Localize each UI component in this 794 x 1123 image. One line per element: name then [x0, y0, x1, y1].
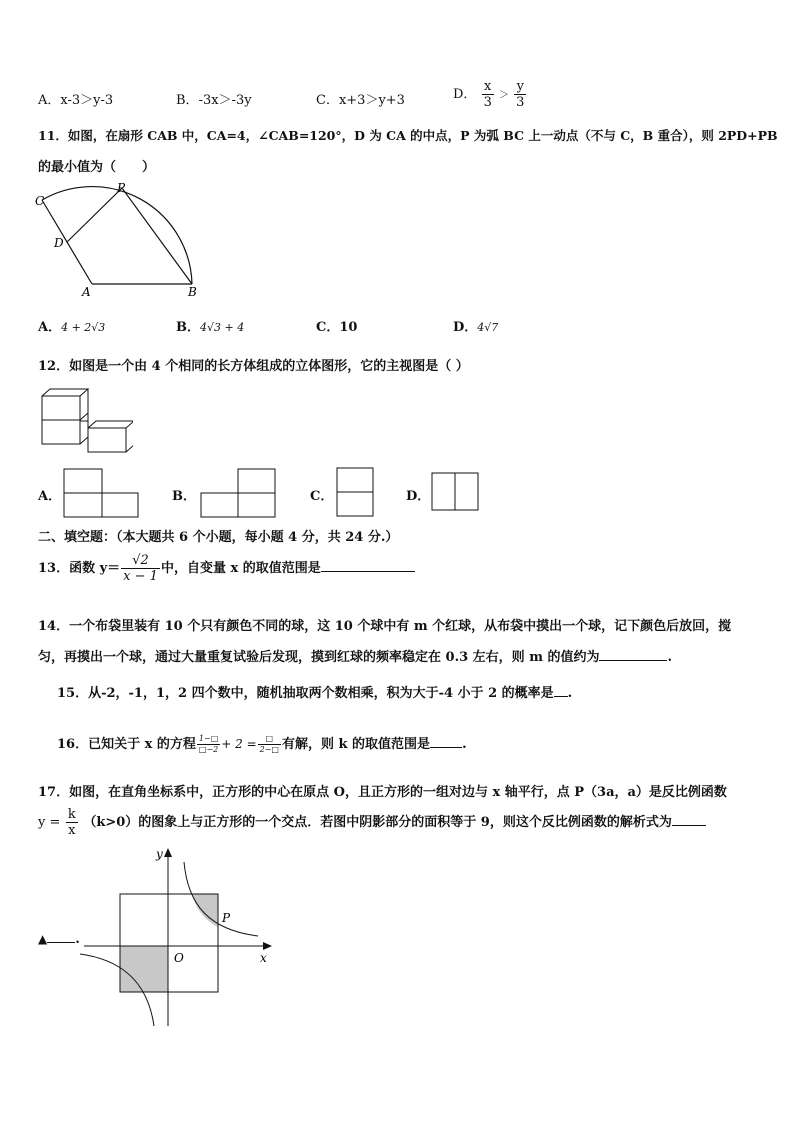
q10-option-b: B．-3x＞-3y	[176, 93, 252, 108]
q12-option-d-label: D．	[406, 489, 431, 504]
q11-option-b: B．4√3 + 4	[176, 320, 245, 335]
q17-label-y: y	[156, 847, 163, 861]
q13-answer-blank[interactable]	[321, 571, 415, 572]
q11-option-c: C．10	[316, 320, 358, 335]
q11-segment-pd	[67, 188, 122, 242]
q17-answer-blank-2[interactable]	[47, 942, 75, 943]
q14-text-line1: 14．一个布袋里装有 10 个只有颜色不同的球，这 10 个球中有 m 个红球，从布袋中摸出一个球，记下颜色后放回，搅	[38, 619, 732, 634]
q17-shaded-region-upper-right	[192, 894, 218, 927]
q12-option-c-figure	[336, 467, 376, 519]
q14-text-line2: 匀，再摸出一个球，通过大量重复试验后发现，摸到红球的频率稳定在 0.3 左右，则 m 的值约为 .	[38, 650, 673, 665]
q13-text: 13．函数 y＝ $\frac{√2}{x - 1}$ 中，自变量 x 的取值范围是	[38, 554, 415, 583]
q11-text-line2: 的最小值为（ ）	[38, 160, 156, 175]
q10-option-a: A．x-3＞y-3	[38, 93, 114, 108]
q11-label-b: B	[188, 285, 197, 299]
q11-label-d: D	[54, 236, 64, 250]
q17-label-x: x	[260, 951, 267, 965]
q11-option-d: D．4√7	[453, 320, 499, 335]
q11-arc-bc	[42, 187, 192, 284]
q17-shaded-region-lower-left	[120, 946, 168, 992]
q17-y-axis-arrow	[164, 848, 172, 857]
q11-sector-figure	[30, 178, 220, 303]
q14-answer-blank[interactable]	[599, 660, 667, 661]
q17-label-o: O	[174, 951, 184, 965]
section-fill-in-title: 二、填空题：（本大题共 6 个小题，每小题 4 分，共 24 分.）	[38, 530, 399, 545]
q16-answer-blank[interactable]	[430, 747, 462, 748]
q17-coordinate-figure	[80, 842, 280, 1032]
q17-text-line1: 17．如图，在直角坐标系中，正方形的中心在原点 O，且正方形的一组对边与 x 轴平行，点 P（3a，a）是反比例函数	[38, 785, 727, 800]
q12-option-b-label: B．	[172, 489, 196, 504]
q15-text: 15．从-2，-1，1，2 四个数中，随机抽取两个数相乘，积为大于-4 小于 2 的概率是 .	[57, 686, 573, 701]
q12-option-c-label: C．	[310, 489, 334, 504]
q12-solid-figure	[38, 385, 133, 457]
q15-answer-blank[interactable]	[554, 696, 568, 697]
q11-segment-pb	[122, 188, 192, 284]
q17-x-axis-arrow	[263, 942, 272, 950]
q17-answer-tail: ▲ .	[38, 932, 80, 947]
q12-option-a-figure	[63, 468, 140, 520]
q11-text-line1: 11．如图，在扇形 CAB 中，CA=4，∠CAB=120°，D 为 CA 的中点，P 为弧 BC 上一动点（不与 C，B 重合），则 2PD+PB	[38, 128, 778, 143]
q17-text-line2: y = $\frac{k}{x}$ （k>0）的图象上与正方形的一个交点．若图中阴影部分的面积等于 9，则这个反比例函数的解析式为	[38, 808, 706, 837]
q11-option-a: A．4 + 2√3	[38, 320, 106, 335]
q11-label-p: P	[117, 181, 126, 195]
q17-answer-blank[interactable]	[672, 825, 706, 826]
q12-option-d-figure	[431, 472, 481, 512]
q12-option-a-label: A．	[38, 489, 62, 504]
q12-text: 12．如图是一个由 4 个相同的长方体组成的立体图形，它的主视图是（ ）	[38, 359, 469, 374]
q11-label-a: A	[82, 285, 91, 299]
q12-option-b-figure	[200, 468, 277, 520]
q16-text: 16．已知关于 x 的方程 $\frac{1-□}{□-2}$ + 2 = $\frac{□}{2-□}$ 有解，则 k 的取值范围是 .	[57, 734, 467, 754]
q10-option-c: C．x+3＞y+3	[316, 93, 405, 108]
q17-label-p: P	[222, 911, 231, 925]
q11-label-c: C	[35, 194, 45, 208]
q10-option-d: D． $\frac{x}{3}$ ＞ $\frac{y}{3}$	[453, 79, 525, 110]
